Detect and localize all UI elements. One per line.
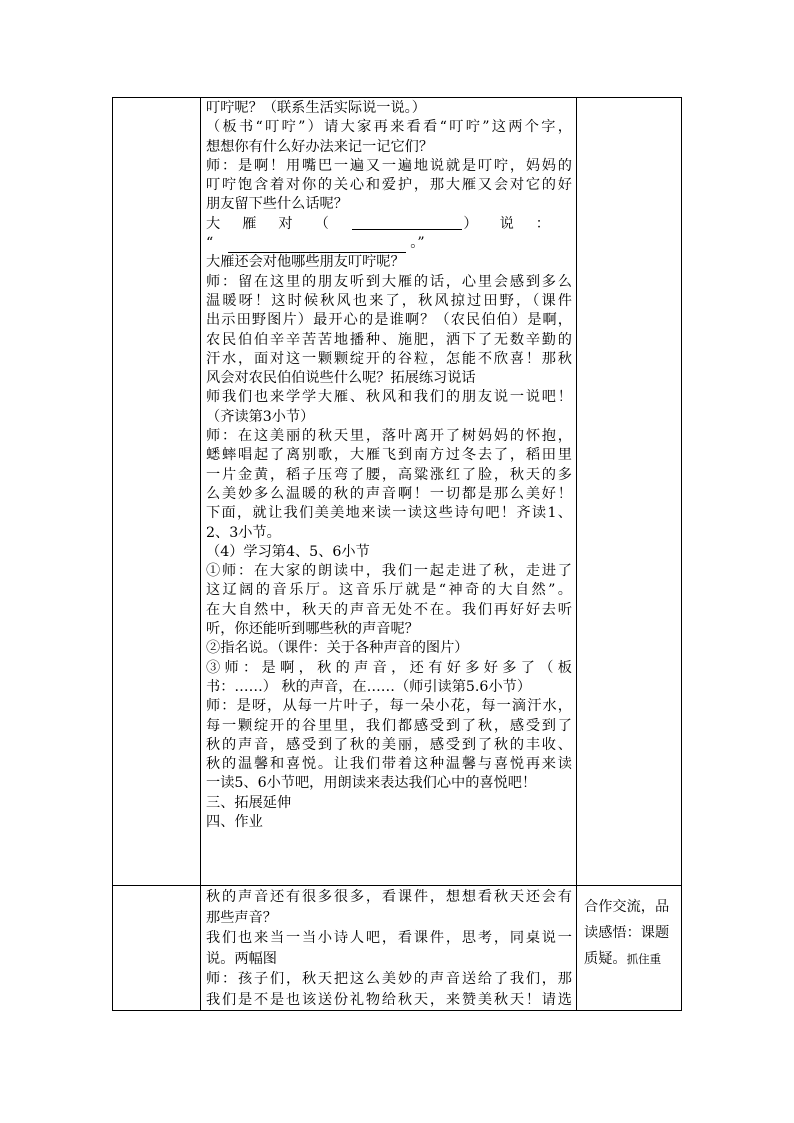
content-cell [201,98,577,886]
text-line: 师：是啊！用嘴巴一遍又一遍地说就是叮咛，妈妈的 [206,157,572,174]
note-text: 质疑。 [584,951,627,967]
text-line: 秋的温馨和喜悦。让我们带着这种温馨与喜悦再来读 [206,756,572,773]
text-line: （4）学习第4、5、6小节 [206,543,370,560]
text-line: 汗水，面对这一颗颗绽开的谷粒，怎能不欣喜！那秋 [206,350,572,367]
note-line: 合作交流，品 [584,899,670,915]
lesson-plan-table [112,97,682,1011]
blank-underline [228,238,406,253]
text-line: 师：留在这里的朋友听到大雁的话，心里会感到多么 [206,273,572,290]
table-row [113,886,682,1011]
text-line: 温暖呀！这时候秋风也来了，秋风掠过田野，（课件 [206,292,572,309]
text-line: （板书“叮咛”）请大家再来看看“叮咛”这两个字， [206,119,572,136]
text-line: （齐读第3小节） [206,408,315,425]
section-heading: 三、拓展延伸 [206,794,292,811]
notes-cell [577,886,682,1011]
note-line: 读感悟：课题 [584,925,670,941]
text-line: 每一颗绽开的谷里里，我们都感受到了秋，感受到了 [206,717,572,734]
note-text-small: 抓住重 [626,952,662,966]
content-cell [201,886,577,1011]
text-line: 一读5、6小节吧，用朗读来表达我们心中的喜悦吧！ [206,775,537,792]
text-line: 出示田野图片）最开心的是谁啊？（农民伯伯）是啊， [206,312,572,329]
text-line: 蟋蟀唱起了离别歌，大雁飞到南方过冬去了，稻田里 [206,447,572,464]
text-line: 下面，就让我们美美地来读一读这些诗句吧！齐读1、 [206,505,572,522]
text-line: 朋友留下些什么话呢？ [206,196,348,213]
text-line: 说。两幅图 [206,950,277,967]
text-line: 农民伯伯辛辛苦苦地播种、施肥，洒下了无数辛勤的 [206,331,572,348]
left-cell [113,98,201,886]
text-line: 师：是呀，从每一片叶子，每一朵小花，每一滴汗水， [206,698,572,715]
text-line: 么美妙多么温暖的秋的声音啊！一切都是那么美好！ [206,485,572,502]
text-line: 风会对农民伯伯说些什么呢？拓展练习说话 [206,370,476,387]
fill-blank-prefix: 大雁对（ [206,215,351,232]
section-heading: 四、作业 [206,813,263,830]
text-line: 这辽阔的音乐厅。这音乐厅就是“神奇的大自然”。 [206,582,572,599]
text-line: 2、3小节。 [206,524,281,541]
text-line: 想想你有什么好办法来记一记它们？ [206,138,434,155]
text-line: 一片金黄，稻子压弯了腰，高粱涨红了脸，秋天的多 [206,466,572,483]
note-line [584,946,677,972]
text-line: ②指名说。（课件：关于各种声音的图片） [206,640,469,657]
text-line: 师我们也来学学大雁、秋风和我们的朋友说一说吧！ [206,389,572,406]
text-line: 在大自然中，秋天的声音无处不在。我们再好好去听 [206,601,572,618]
text-line: 书：……） 秋的声音，在……（师引读第5.6小节） [206,678,532,695]
text-line: 我们是不是也该送份礼物给秋天，来赞美秋天！请选 [206,991,572,1008]
text-line: 叮咛呢？（联系生活实际说一说。） [206,100,426,116]
text-line: ③师：是啊，秋的声音，还有好多好多了（板 [206,659,572,676]
fill-blank-quote-line [206,234,572,253]
text-line: 听，你还能听到哪些秋的声音呢？ [206,621,419,638]
text-line: 叮咛饱含着对你的关心和爱护，那大雁又会对它的好 [206,177,572,194]
notes-cell [577,98,682,886]
text-line: 秋的声音，感受到了秋的美丽，感受到了秋的丰收、 [206,736,572,753]
fill-blank-suffix: ）说： [463,215,572,232]
blank-underline [352,215,462,230]
text-line: 师：在这美丽的秋天里，落叶离开了树妈妈的怀抱， [206,428,572,445]
table-row [113,98,682,886]
text-line: ①师：在大家的朗读中，我们一起走进了秋，走进了 [206,563,572,580]
text-line: 师：孩子们，秋天把这么美妙的声音送给了我们，那 [206,971,572,987]
fill-blank-line [206,215,572,234]
text-line: 我们也来当一当小诗人吧，看课件，思考，同桌说一 [206,930,572,946]
open-quote: “ [206,235,214,252]
text-line: 大雁还会对他哪些朋友叮咛呢？ [206,254,405,271]
text-line: 那些声音？ [206,909,277,926]
text-line: 秋的声音还有很多很多，看课件，想想看秋天还会有 [206,889,572,905]
close-quote: 。” [410,235,425,252]
left-cell [113,886,201,1011]
